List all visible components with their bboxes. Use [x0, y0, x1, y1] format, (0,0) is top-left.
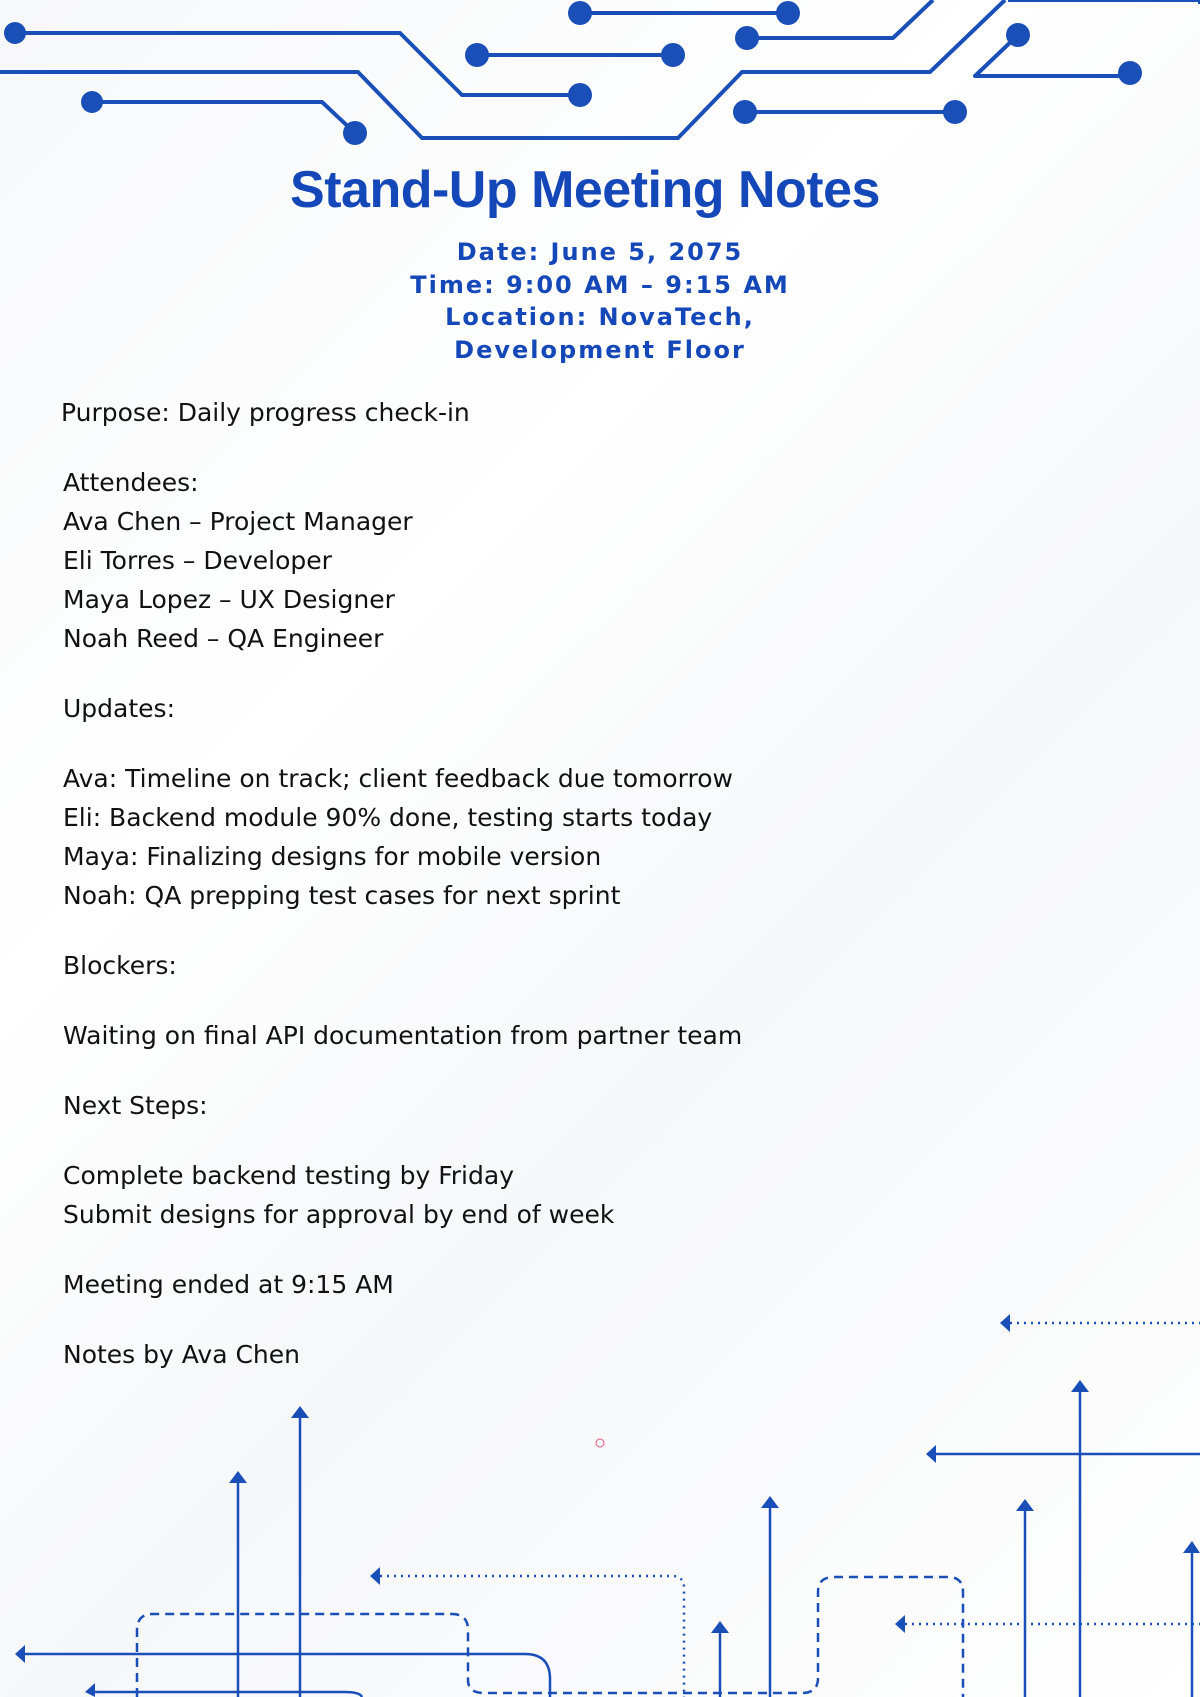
meeting-time: Time: 9:00 AM – 9:15 AM [410, 270, 790, 299]
meeting-date: Date: June 5, 2075 [456, 238, 744, 266]
purpose-line: Purpose: Daily progress check-in [61, 398, 470, 427]
meeting-meta [0, 236, 1200, 366]
closing-line: Meeting ended at 9:15 AM [63, 1270, 394, 1299]
meeting-location-line1: Location: NovaTech, [445, 303, 755, 331]
blocker-item: Waiting on final API documentation from partner team [63, 1021, 743, 1050]
update-item: Noah: QA prepping test cases for next sprint [63, 881, 621, 910]
attendee-item: Maya Lopez – UX Designer [63, 585, 395, 614]
notes-body [63, 393, 963, 1374]
attendee-item: Noah Reed – QA Engineer [63, 624, 384, 653]
update-item: Eli: Backend module 90% done, testing starts today [63, 803, 713, 832]
meeting-location-line2: Development Floor [454, 335, 746, 364]
update-item: Ava: Timeline on track; client feedback due tomorrow [63, 764, 733, 793]
next-steps-heading: Next Steps: [63, 1091, 208, 1120]
updates-heading: Updates: [63, 694, 175, 723]
blockers-heading: Blockers: [63, 951, 177, 980]
next-step-item: Complete backend testing by Friday [63, 1161, 514, 1190]
attendees-heading: Attendees: [63, 468, 199, 497]
page-title: Stand-Up Meeting Notes [290, 161, 880, 219]
update-item: Maya: Finalizing designs for mobile version [63, 842, 602, 871]
attendee-item: Ava Chen – Project Manager [63, 507, 413, 536]
attendee-item: Eli Torres – Developer [63, 546, 332, 575]
signature-line: Notes by Ava Chen [63, 1340, 300, 1369]
next-step-item: Submit designs for approval by end of week [63, 1200, 615, 1229]
circuit-top-decoration [0, 0, 1200, 150]
